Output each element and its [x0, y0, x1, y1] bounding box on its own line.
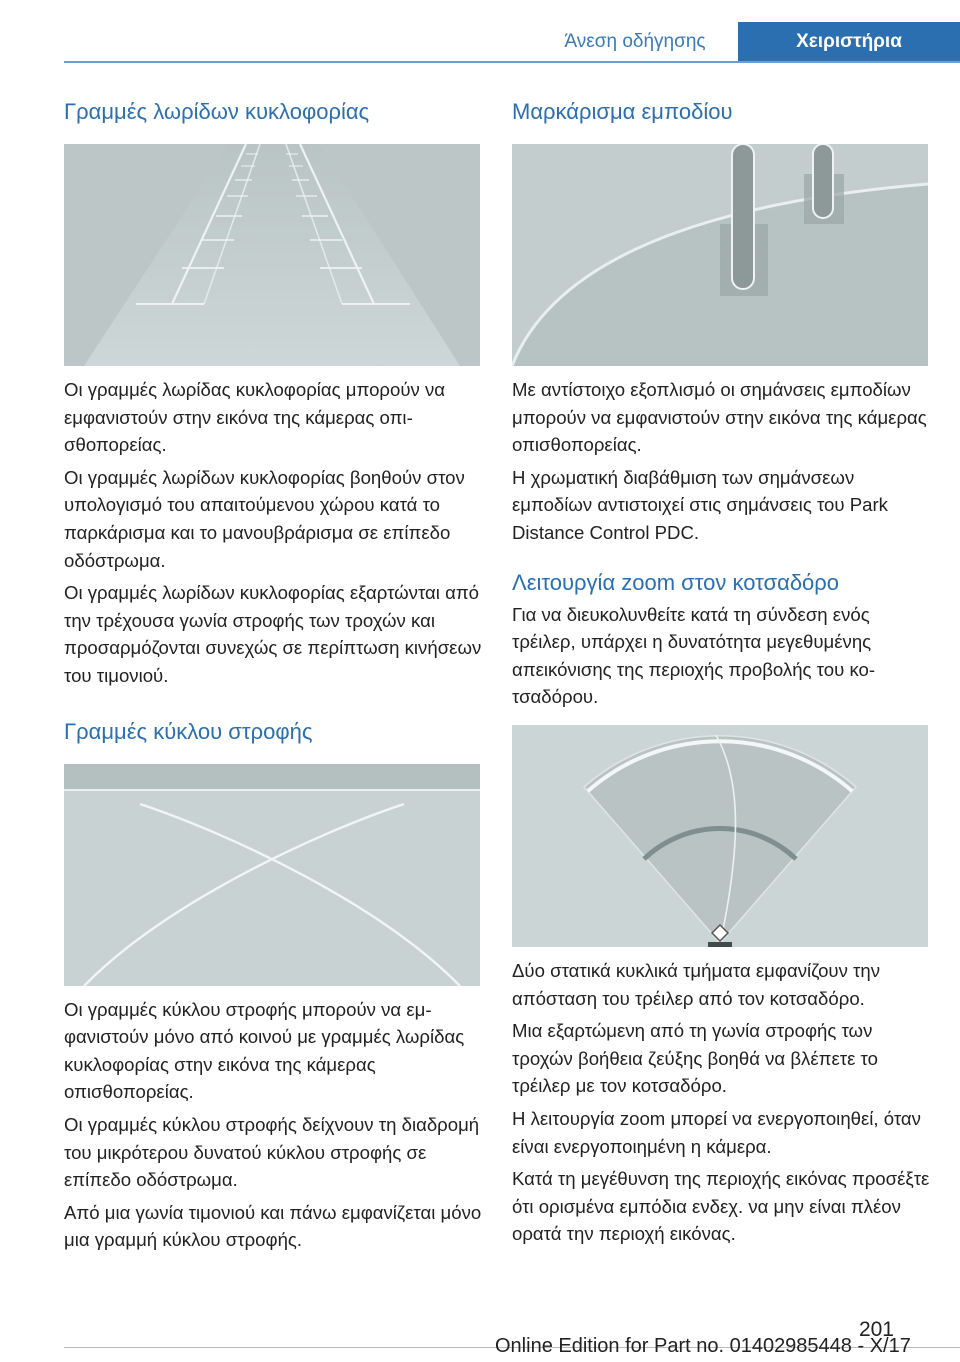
paragraph: Οι γραμμές λωρίδων κυκλοφορίας βοηθούν στον υπολογισμό του απαιτούμενου χώρου κατά το παρκάρισμα και το μανουβράρισμα σε επίπεδο οδόστρωμα. [64, 466, 465, 571]
heading-lane-lines: Γραμμές λωρίδων κυκλοφορίας [64, 99, 370, 124]
header-chapter-tab: Χειριστήρια [738, 22, 960, 62]
paragraph: Η χρωματική διαβάθμιση των σημάνσεων εμποδίων αντιστοιχεί στις σημάνσεις του Park Distance Control PDC. [512, 466, 888, 543]
paragraph: Οι γραμμές κύκλου στροφής δείχνουν τη διαδρομή του μικρότερου δυνατού κύκλου στροφής σε επίπεδο οδόστρωμα. [64, 1113, 480, 1191]
heading-hitch-zoom: Λειτουργία zoom στον κοτσαδόρο [512, 569, 840, 595]
figure-hitch-zoom [512, 725, 928, 947]
figure-lane-lines [64, 144, 480, 366]
paragraph: Από μια γωνία τιμονιού και πάνω εμφανίζεται μόνο μια γραμμή κύκλου στροφής. [64, 1201, 482, 1251]
paragraph: Για να διευκολυνθείτε κατά τη σύνδεση ενός τρέιλερ, υπάρχει η δυνατότητα μεγεθυμένης απεικόνισης της περιοχής προβολής του κοτσαδόρου. [512, 603, 876, 708]
left-column [64, 96, 482, 1254]
paragraph: Οι γραμμές κύκλου στροφής μπορούν να εμφανιστούν μόνο από κοινού με γραμμές λωρίδας κυκλοφορίας στην εικόνα της κάμερας οπισθοπορείας. [64, 998, 465, 1103]
page-number: 201 [858, 1318, 894, 1341]
hitch-zoom-illustration [512, 725, 928, 947]
turning-circle-illustration [64, 764, 480, 986]
figure-turning-circle [64, 764, 480, 986]
header-divider [64, 61, 960, 63]
paragraph: Μια εξαρτώμενη από τη γωνία στροφής των τροχών βοήθεια ζεύξης βοηθά να βλέπετε το τρέιλερ με τον κοτσαδόρο. [512, 1020, 878, 1097]
right-column [512, 96, 932, 1248]
paragraph: Οι γραμμές λωρίδων κυκλοφορίας εξαρτώνται από την τρέχουσα γωνία στροφής των τροχών και προσαρμόζονται συνεχώς σε περίπτωση κινήσεων του τιμονιού. [64, 582, 482, 686]
paragraph: Δύο στατικά κυκλικά τμήματα εμφανίζουν την απόσταση του τρέιλερ από τον κοτσαδόρο. [512, 959, 881, 1009]
paragraph: Οι γραμμές λωρίδας κυκλοφορίας μπορούν να εμφανιστούν στην εικόνα της κάμερας οπισθοπορείας. [64, 379, 446, 456]
figure-obstacle-marking [512, 144, 928, 366]
heading-obstacle-marking: Μαρκάρισμα εμποδίου [512, 99, 733, 124]
header-section-tab: Άνεση οδήγησης [564, 31, 706, 52]
heading-turning-circle: Γραμμές κύκλου στροφής [64, 718, 313, 744]
edition-note: Online Edition for Part no. 01402985448 - X/17 [495, 1335, 911, 1357]
paragraph: Κατά τη μεγέθυνση της περιοχής εικόνας προσέξτε ότι ορισμένα εμπόδια ενδεχ. να μην είναι πλέον ορατά την περιοχή εικόνας. [512, 1168, 930, 1245]
obstacle-marking-illustration [512, 144, 928, 366]
paragraph: Με αντίστοιχο εξοπλισμό οι σημάνσεις εμποδίων μπορούν να εμφανιστούν στην εικόνα της κάμερας οπισθοπορείας. [512, 379, 927, 456]
lane-lines-illustration [64, 144, 480, 366]
paragraph: Η λειτουργία zoom μπορεί να ενεργοποιηθεί, όταν είναι ενεργοποιημένη η κάμερα. [512, 1107, 921, 1157]
